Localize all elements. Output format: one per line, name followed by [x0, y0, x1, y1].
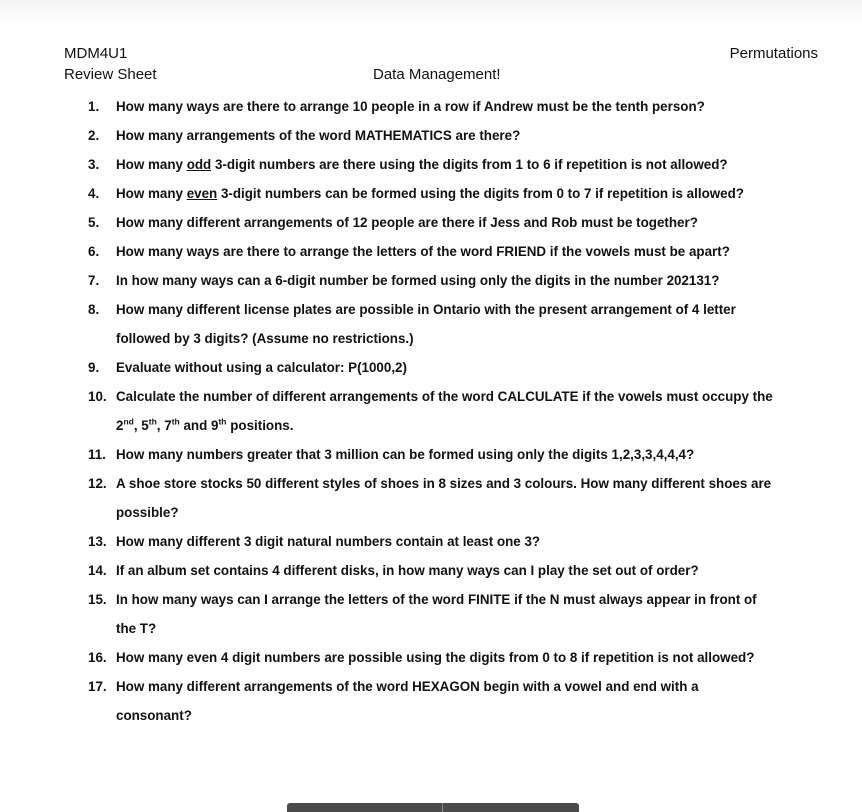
ordinal-suffix: th: [148, 416, 157, 427]
question-number: 2.: [88, 128, 100, 143]
question-12: [88, 469, 808, 527]
question-text: If an album set contains 4 different disks, in how many ways can I play the set out of order?: [116, 563, 699, 578]
question-13: [88, 527, 808, 556]
underlined-word: even: [186, 186, 218, 201]
question-4: [88, 179, 808, 208]
question-number: 5.: [88, 215, 100, 230]
question-number: 16.: [88, 650, 107, 665]
question-text: How many different license plates are possible in Ontario with the present arrangement of 4 letter: [116, 302, 736, 317]
ordinal-suffix: th: [218, 416, 227, 427]
question-text: How many ways are there to arrange 10 people in a row if Andrew must be the tenth person?: [116, 99, 705, 114]
question-2: [88, 121, 808, 150]
question-number: 9.: [88, 360, 100, 375]
question-number: 6.: [88, 244, 100, 259]
question-text: How many different arrangements of 12 people are there if Jess and Rob must be together?: [116, 215, 698, 230]
question-text-end: 3-digit numbers are there using the digits from 1 to 6 if repetition is not allowed?: [211, 157, 728, 172]
question-number: 4.: [88, 186, 100, 201]
question-text-end: positions.: [230, 418, 294, 433]
question-text: How many different arrangements of the word HEXAGON begin with a vowel and end with a: [116, 679, 699, 694]
conjunction: and: [183, 418, 208, 433]
question-text-continued: the T?: [116, 621, 157, 636]
question-text: In how many ways can I arrange the letters of the word FINITE if the N must always appear in front of: [116, 592, 757, 607]
question-15: [88, 585, 808, 643]
question-number: 7.: [88, 273, 100, 288]
ordinal-number: 5: [141, 418, 149, 433]
question-number: 11.: [88, 447, 106, 462]
question-number: 17.: [88, 679, 107, 694]
question-list: [88, 92, 808, 730]
question-text: [116, 179, 808, 208]
question-text-continued: possible?: [116, 505, 179, 520]
question-10: [88, 382, 808, 440]
question-9: [88, 353, 808, 382]
question-5: [88, 208, 808, 237]
ordinal-number: 2: [116, 418, 124, 433]
question-text: How many numbers greater that 3 million can be formed using only the digits 1,2,3,3,4,4,4?: [116, 447, 695, 462]
question-7: [88, 266, 808, 295]
ordinal-number: 7: [164, 418, 172, 433]
question-text: How many even 4 digit numbers are possible using the digits from 0 to 8 if repetition is not allowed?: [116, 650, 755, 665]
question-text: Evaluate without using a calculator: P(1000,2): [116, 360, 407, 375]
question-6: [88, 237, 808, 266]
question-text: How many arrangements of the word MATHEMATICS are there?: [116, 128, 521, 143]
question-text-start: How many: [116, 186, 187, 201]
question-text: Calculate the number of different arrangements of the word CALCULATE if the vowels must occupy the: [116, 389, 773, 404]
topic-title: Permutations: [729, 45, 818, 62]
horizontal-scrollbar[interactable]: [287, 803, 579, 812]
question-number: 8.: [88, 302, 100, 317]
ordinal-suffix: nd: [123, 416, 134, 427]
question-text: A shoe store stocks 50 different styles of shoes in 8 sizes and 3 colours. How many different shoes are: [116, 476, 772, 491]
question-number: 10.: [88, 389, 107, 404]
question-number: 15.: [88, 592, 107, 607]
question-11: [88, 440, 808, 469]
question-text: How many different 3 digit natural numbers contain at least one 3?: [116, 534, 541, 549]
question-text-continued: followed by 3 digits? (Assume no restrictions.): [116, 331, 414, 346]
question-17: [88, 672, 808, 730]
course-code: MDM4U1: [64, 45, 128, 62]
question-3: [88, 150, 808, 179]
question-number: 3.: [88, 157, 100, 172]
question-text: [116, 150, 808, 179]
ordinal-number: 9: [211, 418, 219, 433]
question-number: 13.: [88, 534, 107, 549]
question-text-continued: consonant?: [116, 708, 192, 723]
question-number: 14.: [88, 563, 107, 578]
question-8: [88, 295, 808, 353]
sheet-title: Review Sheet: [64, 66, 157, 83]
question-text-continued: 2nd, 5th, 7th and 9th positions.: [116, 416, 294, 433]
question-number: 1.: [88, 99, 100, 114]
underlined-word: odd: [186, 157, 212, 172]
question-text-end: 3-digit numbers can be formed using the digits from 0 to 7 if repetition is allowed?: [217, 186, 744, 201]
question-text-start: How many: [116, 157, 187, 172]
question-1: [88, 92, 808, 121]
unit-title: Data Management!: [373, 66, 501, 83]
question-16: [88, 643, 808, 672]
question-number: 12.: [88, 476, 107, 491]
ordinal-suffix: th: [171, 416, 180, 427]
question-text: How many ways are there to arrange the letters of the word FRIEND if the vowels must be apart?: [116, 244, 730, 259]
scrollbar-divider: [442, 803, 443, 812]
question-text: In how many ways can a 6-digit number be formed using only the digits in the number 202131?: [116, 273, 720, 288]
question-14: [88, 556, 808, 585]
